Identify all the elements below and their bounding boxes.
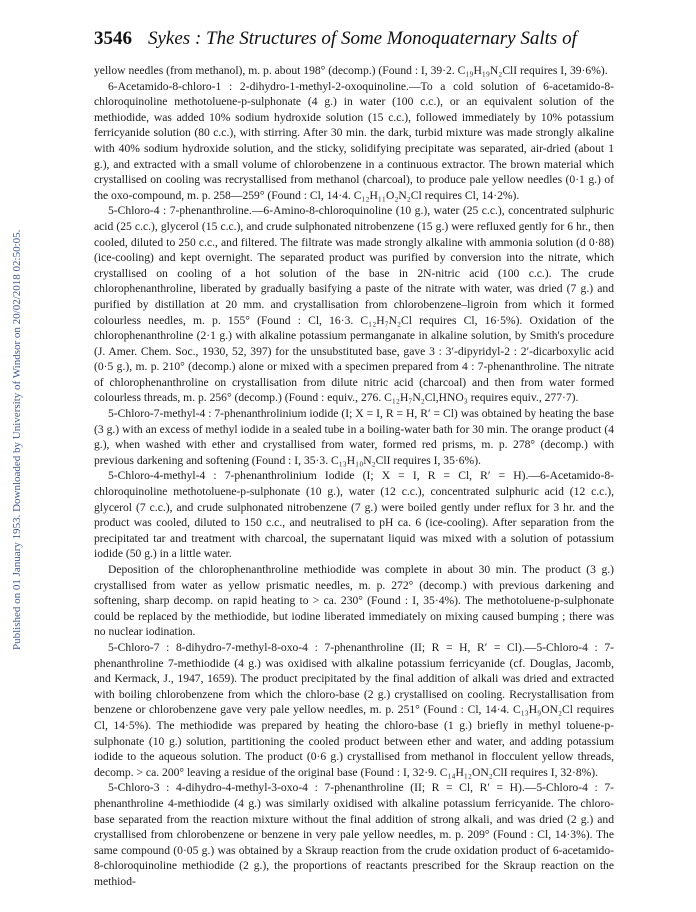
running-header — [94, 28, 614, 54]
paragraph: Deposition of the chlorophenanthroline methiodide was complete in about 30 min. The product (3 g.) crystallised from water as yellow prismatic needles, m. p. 272° (decomp.) with previous darkening and softening, sharp decomp. on rapid heating to > ca. 230° (Found : I, 35·4%). The methotoluene-p-sulphonate could be replaced by the methiodide, but iodine liberated immediately on mixing caused bumping ; there was no nuclear iodination. — [94, 563, 614, 639]
paragraph: 5-Chloro-7-methyl-4 : 7-phenanthrolinium iodide (I; X = I, R = H, R′ = Cl) was obtained by heating the base (3 g.) with an excess of methyl iodide in a sealed tube in a boiling-water bath for 30 min. The orange product (4 g.), when washed with ether and crystallised from water, formed red prisms, m. p. 278° (decomp.) with previous darkening and softening (Found : I, 35·3. C₁₃H₁₀N₂ClI requires I, 35·6%). — [94, 407, 614, 467]
download-watermark: Published on 01 January 1953. Downloaded by University of Windsor on 20/02/2018 02:50:05. — [11, 229, 23, 651]
paragraph: 6-Acetamido-8-chloro-1 : 2-dihydro-1-methyl-2-oxoquinoline.—To a cold solution of 6-acetamido-8-chloroquinoline methotoluene-p-sulphonate (4 g.) in water (100 c.c.), or an equivalent solution of the methiodide, was added 10% sodium hydroxide solution (15 c.c.), followed immediately by 10% potassium ferricyanide solution (80 c.c.), with stirring. After 30 min. the dark, turbid mixture was made strongly alkaline with 40% sodium hydroxide solution, and the sticky, solidifying precipitate was separated, air-dried (about 1 g.), and extracted with a small volume of chlorobenzene in a continuous extractor. The brown material which crystallised on cooling was recrystallised from methanol (charcoal), to produce pale yellow needles (0·1 g.) of the oxo-compound, m. p. 258—259° (Found : Cl, 14·4. C₁₂H₁₁O₂N₂Cl requires Cl, 14·2%). — [94, 79, 614, 202]
running-title: Sykes : The Structures of Some Monoquaternary Salts of — [148, 28, 577, 49]
page-number: 3546 — [94, 28, 132, 49]
paragraph: 5-Chloro-4-methyl-4 : 7-phenanthrolinium Iodide (I; X = I, R = Cl, R′ = H).—6-Acetamido-8-chloroquinoline methotoluene-p-sulphonate (10 g.), water (12 c.c.), concentrated sulphuric acid (12 c.c.), glycerol (7 c.c.), and crude sulphonated nitrobenzene (7 g.) were boiled gently under reflux for 3 hr. and the product was cooled, diluted to 150 c.c., and neutralised to pH ca. 6 (ice-cooling). After separation from the precipitated tar and treatment with charcoal, the supernatant liquid was mixed with a solution of potassium iodide (50 g.) in a little water. — [94, 469, 614, 561]
paragraph: yellow needles (from methanol), m. p. about 198° (decomp.) (Found : I, 39·2. C₁₉H₁₉N₂ClI requires I, 39·6%). — [94, 64, 608, 77]
paragraph: 5-Chloro-7 : 8-dihydro-7-methyl-8-oxo-4 : 7-phenanthroline (II; R = H, R′ = Cl).—5-Chloro-4 : 7-phenanthroline 7-methiodide (4 g.) was oxidised with alkaline potassium ferricyanide (cf. Douglas, Jacomb, and Kermack, J., 1947, 1659). The product precipitated by the final addition of alkali was dried and extracted with boiling chlorobenzene from which the chloro-base (2 g.) crystallised on cooling. Recrystallisation from benzene or chlorobenzene gave very pale yellow needles, m. p. 251° (Found : Cl, 14·4. C₁₃H₉ON₂Cl requires Cl, 14·5%). The methiodide was prepared by heating the chloro-base (1 g.) briefly in methyl toluene-p-sulphonate (10 g.) solution, partitioning the cooled product between ether and water, and adding potassium iodide to the aqueous solution. The product (0·6 g.) crystallised from methanol in flocculent yellow threads, decomp. > ca. 200° leaving a residue of the original base (Found : I, 32·9. C₁₄H₁₂ON₂ClI requires I, 32·8%). — [94, 640, 614, 779]
paragraph: 5-Chloro-3 : 4-dihydro-4-methyl-3-oxo-4 : 7-phenanthroline (II; R = Cl, R′ = H).—5-Chloro-4 : 7-phenanthroline 4-methiodide (4 g.) was similarly oxidised with alkaline potassium ferricyanide. The chloro-base separated from the reaction mixture without the final addition of strong alkali, and was dried (2 g.) and crystallised from chlorobenzene or benzene in very pale yellow needles, m. p. 209° (Found : Cl, 14·3%). The same compound (0·05 g.) was obtained by a Skraup reaction from the crude oxidation product of 6-acetamido-8-chloroquinoline methiodide (2 g.), the proportions of reactants prescribed for the Skraup reaction on the methiod- — [94, 781, 614, 888]
article-body — [94, 63, 614, 889]
paragraph: 5-Chloro-4 : 7-phenanthroline.—6-Amino-8-chloroquinoline (10 g.), water (25 c.c.), concentrated sulphuric acid (25 c.c.), glycerol (15 c.c.), and crude sulphonated nitrobenzene (15 g.) were refluxed gently for 6 hr., then cooled, diluted to 250 c.c., and filtered. The filtrate was made strongly alkaline with ammonia solution (d 0·88) (ice-cooling) and kept overnight. The separated product was purified by conversion into the nitrate, which crystallised on cooling of a hot solution of the base in 2N-nitric acid (100 c.c.). The crude chlorophenanthroline, liberated by gradually basifying a paste of the nitrate with water, was dried (7 g.) and purified by distillation at 20 mm. and crystallisation from chlorobenzene–ligroin from which it formed colourless needles, m. p. 155° (Found : Cl, 16·3. C₁₂H₇N₂Cl requires Cl, 16·5%). Oxidation of the chlorophenanthroline (2·1 g.) with alkaline potassium permanganate in alkaline solution, by Smith's procedure (J. Amer. Chem. Soc., 1930, 52, 397) for the unsubstituted base, gave 3 : 3′-dipyridyl-2 : 2′-dicarboxylic acid (0·5 g.), m. p. 210° (decomp.) alone or mixed with a specimen prepared from 4 : 7-phenanthroline. The nitrate of chlorophenanthroline on crystallisation from dilute nitric acid (charcoal) and then from water formed colourless threads, m. p. 256° (decomp.) (Found : equiv., 276. C₁₂H₇N₂Cl,HNO₃ requires equiv., 277·7). — [94, 204, 614, 405]
